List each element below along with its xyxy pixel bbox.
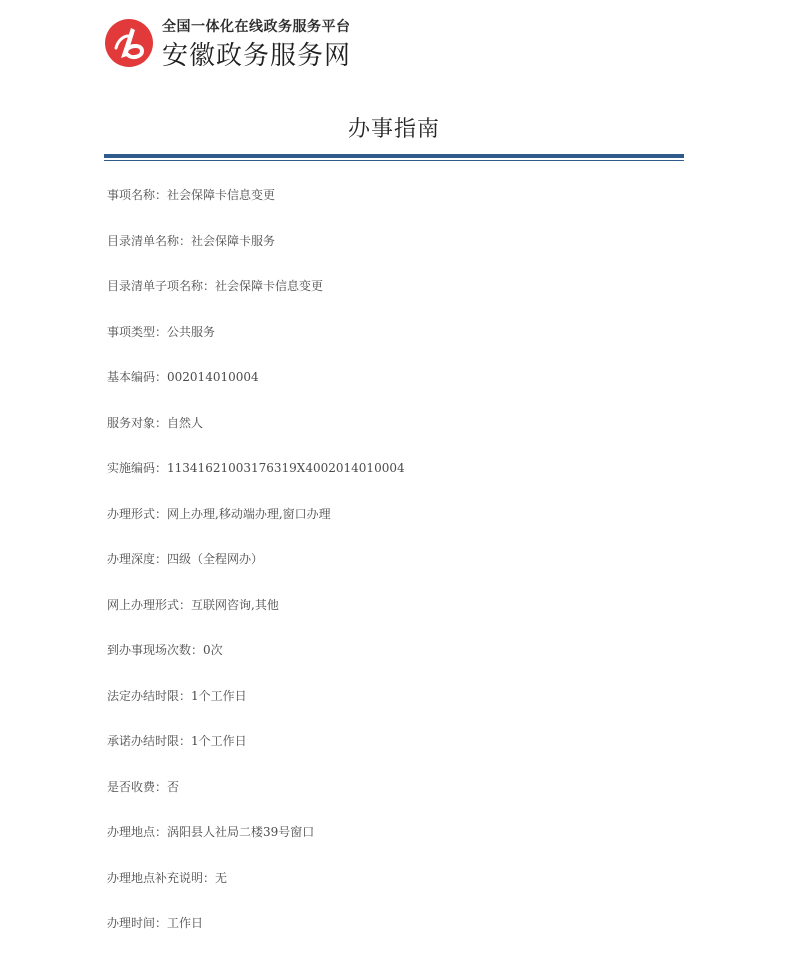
field-value: 0次 (203, 643, 223, 657)
guide-field-row (107, 551, 405, 597)
field-label: 是否收费： (107, 779, 168, 794)
field-value: 自然人 (167, 415, 204, 430)
field-value: 互联网咨询,其他 (191, 597, 279, 612)
field-label: 目录清单名称： (107, 233, 192, 248)
field-value: 11341621003176319X4002014010004 (167, 461, 405, 475)
field-label: 办理地点： (107, 825, 168, 839)
field-label: 基本编码： (107, 370, 168, 384)
guide-field-row (107, 233, 405, 279)
field-label: 办理深度： (107, 552, 168, 566)
guide-field-row (107, 460, 405, 506)
field-value: 002014010004 (167, 370, 259, 384)
field-label: 办理形式： (107, 506, 168, 521)
field-value: 无 (215, 870, 228, 885)
field-value: 社会保障卡服务 (191, 233, 276, 248)
title-divider-thick (104, 154, 684, 158)
guide-field-list (107, 187, 405, 961)
title-divider-thin (104, 160, 684, 161)
field-label: 服务对象： (107, 415, 168, 430)
guide-field-row (107, 824, 405, 870)
guide-field-row (107, 597, 405, 643)
guide-field-row (107, 733, 405, 779)
field-value: 涡阳县人社局二楼39号窗口 (167, 825, 315, 839)
guide-field-row (107, 369, 405, 415)
guide-field-row (107, 324, 405, 370)
field-label: 实施编码： (107, 461, 168, 475)
guide-field-row (107, 187, 405, 233)
site-header (104, 14, 404, 74)
platform-subtitle: 全国一体化在线政务服务平台 (162, 19, 351, 35)
field-label: 网上办理形式： (107, 597, 192, 612)
guide-field-row (107, 870, 405, 916)
field-value: 否 (167, 779, 180, 794)
field-value: 1个工作日 (191, 688, 247, 703)
field-label: 事项类型： (107, 324, 168, 339)
field-value: 公共服务 (167, 324, 216, 339)
field-label: 办理地点补充说明： (107, 870, 216, 885)
field-value: 网上办理,移动端办理,窗口办理 (167, 506, 331, 521)
field-value: 社会保障卡信息变更 (167, 188, 276, 202)
site-name: 安徽政务服务网 (162, 41, 352, 71)
guide-field-row (107, 506, 405, 552)
field-label: 到办事现场次数： (107, 643, 204, 657)
guide-field-row (107, 415, 405, 461)
anhui-gov-logo-icon (104, 18, 154, 68)
guide-field-row (107, 688, 405, 734)
field-label: 目录清单子项名称： (107, 279, 216, 293)
guide-field-row (107, 278, 405, 324)
page-title: 办事指南 (347, 117, 440, 142)
field-label: 事项名称： (107, 188, 168, 202)
field-label: 法定办结时限： (107, 688, 192, 703)
field-label: 办理时间： (107, 916, 168, 930)
guide-field-row (107, 642, 405, 688)
field-value: 四级（全程网办） (167, 552, 264, 566)
field-label: 承诺办结时限： (107, 734, 192, 748)
guide-field-row (107, 779, 405, 825)
field-value: 工作日 (167, 916, 204, 930)
field-value: 社会保障卡信息变更 (215, 279, 324, 293)
field-value: 1个工作日 (191, 734, 247, 748)
